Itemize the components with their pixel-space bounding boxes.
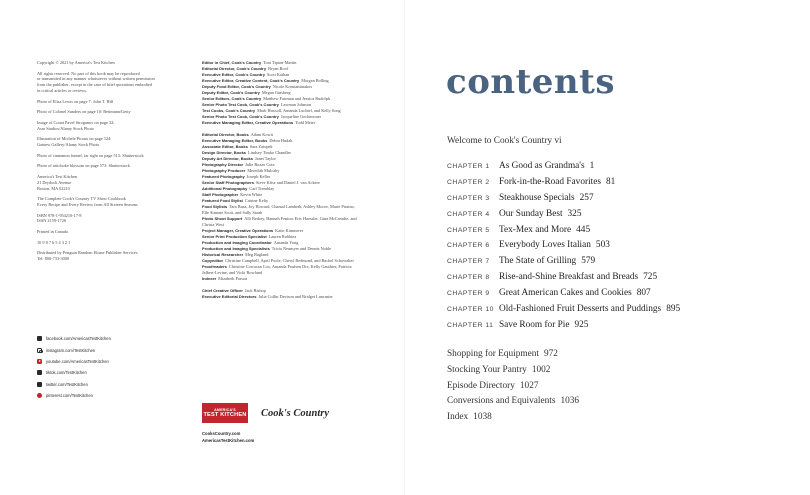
backmatter-title: Episode Directory <box>447 380 515 391</box>
credit-role: Indexer <box>202 276 217 281</box>
chapter-number: CHAPTER 8 <box>447 274 490 282</box>
credit-role: Senior Photo Test Cook, Cook's Country <box>202 114 279 119</box>
credit-names: Janet Taylor <box>254 156 276 161</box>
chapter-page: 445 <box>576 224 591 235</box>
tiktok-icon <box>37 370 42 375</box>
chapter-entry[interactable] <box>447 225 777 241</box>
backmatter-title: Index <box>447 412 469 423</box>
credit-names: Debra Hudak <box>269 138 293 143</box>
backmatter-entry[interactable] <box>447 396 747 412</box>
credit-role: Deputy Editor, Cook's Country <box>202 90 260 95</box>
chapter-number: CHAPTER 10 <box>447 306 494 314</box>
backmatter-page: 1002 <box>531 364 551 375</box>
url-link[interactable]: AmericasTestKitchen.com <box>202 437 255 443</box>
credit-names: Mark Huxsoll, Amanda Luchtel, and Kelly Song <box>257 108 341 113</box>
atk-logo-line2: TEST KITCHEN <box>203 412 247 418</box>
chapter-page: 925 <box>574 319 589 330</box>
credit-names: Katie Kimmerer <box>275 228 304 233</box>
twitter-icon <box>37 382 42 387</box>
credit-names: Steve Klise and Daniel J. van Ackere <box>256 180 320 185</box>
chapter-title: The State of Grilling <box>499 256 577 267</box>
credit-role: Copyeditor <box>202 258 224 263</box>
credit-role: Staff Photographer <box>202 192 239 197</box>
distributor: Distributed by Penguin Random House Publisher Services Tel: 800-733-3000 <box>37 250 138 262</box>
social-link-text: twitter.com/TestKitchen <box>46 381 88 387</box>
chapter-list <box>447 161 777 336</box>
backmatter-title: Shopping for Equipment <box>447 349 539 359</box>
credit-role: Executive Editorial Directors <box>202 294 257 299</box>
backmatter-page: 1027 <box>519 380 539 391</box>
chapter-number: CHAPTER 11 <box>447 321 494 329</box>
credit-role: Chief Creative Officer <box>202 288 243 293</box>
credit-role: Deputy Art Director, Books <box>202 156 253 161</box>
credit-names: Sara Zatopek <box>249 144 273 149</box>
contents-heading: contents <box>446 62 616 102</box>
cooks-country-logo: Cook's Country <box>261 407 329 419</box>
backmatter-entry[interactable] <box>447 381 747 397</box>
social-link-text: pinterest.com/TestKitchen <box>46 393 93 399</box>
chapter-number: CHAPTER 1 <box>447 163 490 170</box>
credit-role: Test Cooks, Cook's Country <box>202 108 256 113</box>
credit-names: Meredith Mulcahy <box>247 168 280 173</box>
credit-role: Photo Shoot Support <box>202 216 243 221</box>
credit-names: Lindsey Timko Chandler <box>248 150 291 155</box>
credit-line <box>202 216 360 228</box>
social-link-youtube[interactable] <box>37 356 187 367</box>
credit-names: Scott Kathan <box>266 72 290 77</box>
copyright-block <box>37 60 187 267</box>
credit-line <box>202 120 360 126</box>
chapter-entry[interactable] <box>447 193 777 209</box>
credit-role: Senior Staff Photographers <box>202 180 255 185</box>
rights-reserved: All rights reserved. No part of this book may be reproduced or transmitted in any manner whatsoever without written permission from the publisher, except in the case of brief quotations embodied in critical articles or reviews. <box>37 70 155 93</box>
website-urls <box>202 431 254 444</box>
chapter-entry[interactable] <box>447 272 777 288</box>
photo-credit: Photo of Colonel Sanders on page 10: Bettmann/Getty <box>37 109 131 115</box>
chapter-number: CHAPTER 5 <box>447 226 490 234</box>
welcome-entry[interactable]: Welcome to Cook's Country vi <box>447 136 562 146</box>
credit-role: Featured Photography <box>202 174 245 179</box>
chapter-title: Everybody Loves Italian <box>499 240 591 251</box>
social-link-instagram[interactable] <box>37 344 187 355</box>
credit-role: Photography Director <box>202 162 244 167</box>
credit-names: Meg Ragland <box>245 252 269 257</box>
backmatter-title: Stocking Your Pantry <box>447 364 527 375</box>
credit-names: Carl Tremblay <box>249 186 275 191</box>
chapter-page: 807 <box>636 288 651 299</box>
chapter-entry[interactable] <box>447 177 777 193</box>
americas-test-kitchen-logo <box>202 403 248 423</box>
chapter-page: 579 <box>581 256 596 267</box>
credit-names: Megan Ginsberg <box>261 90 291 95</box>
credit-names: Tricia Neumyer and Dennis Noble <box>271 246 332 251</box>
credit-role: Editorial Director, Books <box>202 132 249 137</box>
credit-role: Design Director, Books <box>202 150 247 155</box>
credit-names: Nicole Konstantinakos <box>272 84 312 89</box>
credit-names: Bryan Roof <box>268 66 289 71</box>
credit-role: Executive Editor, Creative Content, Cook's Country <box>202 78 300 83</box>
credit-names: Alli Berkey, Hannah Fenton, Eric Haessler, Gina McCreadie, and Christa West <box>202 216 357 227</box>
credit-line <box>202 294 360 300</box>
credit-names: Christine Corcoran Cox, Amanda Poulsen Dix, Kelly Gauthier, Patricia Jalbert-Levine, and Vicki Rowland <box>202 264 352 275</box>
chapter-number: CHAPTER 9 <box>447 290 490 298</box>
credit-role: Senior Print Production Specialist <box>202 234 267 239</box>
credit-names: Toni Tipton-Martin <box>263 60 297 65</box>
social-link-pinterest[interactable] <box>37 390 187 401</box>
chapter-entry[interactable] <box>447 288 777 304</box>
credit-names: Joseph Keller <box>246 174 271 179</box>
copyright-line: Copyright © 2021 by America's Test Kitchen <box>37 60 115 65</box>
chapter-title: Our Sunday Best <box>499 208 563 219</box>
social-link-facebook[interactable] <box>37 333 187 344</box>
chapter-title: As Good as Grandma's <box>499 161 585 171</box>
credit-role: Additional Photography <box>202 186 248 191</box>
chapter-number: CHAPTER 3 <box>447 194 490 202</box>
credit-names: Jacqueline Gochenouer <box>280 114 322 119</box>
credit-role: Executive Managing Editor, Books <box>202 138 268 143</box>
chapter-page: 1 <box>589 161 595 171</box>
social-link-text: tiktok.com/TestKitchen <box>46 370 87 376</box>
backmatter-entry[interactable] <box>447 365 747 381</box>
chapter-number: CHAPTER 4 <box>447 210 490 218</box>
credit-names: Elizabeth Parson <box>218 276 248 281</box>
chapter-page: 257 <box>579 192 594 203</box>
book-title-line: The Complete Cook's Country TV Show Cookbook Every Recipe and Every Review from All Sixteen Seasons <box>37 196 138 207</box>
chapter-entry[interactable] <box>447 240 777 256</box>
credit-line <box>202 276 360 282</box>
printing-line: 10 9 8 7 6 5 4 3 2 1 <box>37 239 71 245</box>
credit-role: Historical Researcher <box>202 252 244 257</box>
photo-credit: Illustration of Michele Piroux on page 124: Gainew Gallery/Alamy Stock Photo <box>37 136 112 148</box>
backmatter-entry[interactable] <box>447 412 747 428</box>
social-link-text: facebook.com/AmericasTestKitchen <box>46 336 111 342</box>
chapter-entry[interactable] <box>447 209 777 225</box>
social-links <box>37 333 187 401</box>
credit-role: Food Stylists <box>202 204 228 209</box>
pinterest-icon <box>37 393 42 398</box>
photo-credit: Photo of cinnamon funnel, far right on page 513: Shutterstock <box>37 152 144 158</box>
credit-role: Editorial Director, Cook's Country <box>202 66 267 71</box>
chapter-page: 895 <box>666 304 681 315</box>
chapter-title: Old-Fashioned Fruit Desserts and Puddings <box>499 304 662 315</box>
credit-names: Lawman Johnson <box>280 102 312 107</box>
chapter-number: CHAPTER 6 <box>447 242 490 250</box>
social-link-tiktok[interactable] <box>37 367 187 378</box>
printed-in: Printed in Canada <box>37 229 68 235</box>
chapter-entry[interactable] <box>447 304 777 320</box>
backmatter-page: 1036 <box>560 396 580 407</box>
chapter-page: 503 <box>595 240 610 251</box>
credit-role: Executive Managing Editor, Creative Operations <box>202 120 294 125</box>
credit-names: Tara Busa, Joy Howard, Chantal Lambeth, Ashley Moore, Marie Piraino, Elle Simone Scott, and Sally Staub <box>202 204 355 215</box>
credit-role: Associate Editor, Books <box>202 144 248 149</box>
backmatter-list <box>447 349 747 428</box>
credit-role: Senior Photo Test Cook, Cook's Country <box>202 102 279 107</box>
chapter-title: Fork-in-the-Road Favorites <box>499 176 601 187</box>
photo-credit: Photo of Elisa Lewis on page 7: John T. Hill <box>37 98 114 104</box>
credit-names: Julia Collin Davison and Bridget Lancaster <box>258 294 333 299</box>
book-spine <box>404 0 405 495</box>
credit-names: Julie Bozzo Cote <box>245 162 275 167</box>
credit-role: Senior Editors, Cook's Country <box>202 96 262 101</box>
social-link-twitter[interactable] <box>37 379 187 390</box>
credit-role: Deputy Food Editor, Cook's Country <box>202 84 271 89</box>
staff-group <box>202 132 360 282</box>
staff-credits <box>202 60 360 306</box>
credit-role: Production and Imaging Specialists <box>202 246 270 251</box>
credit-role: Project Manager, Creative Operations <box>202 228 274 233</box>
photo-credit: Image of Count Pavel Stroganov on page 32: Asar Studios/Alamy Stock Photo <box>37 119 115 131</box>
social-link-text: youtube.com/AmericasTestKitchen <box>46 358 109 364</box>
credit-names: Christine Campbell, April Poole, Cheryl Redmond, and Rachel Schowalter <box>225 258 354 263</box>
facebook-icon <box>37 336 42 341</box>
instagram-icon <box>37 348 42 353</box>
credit-role: Featured Food Stylist <box>202 198 243 203</box>
chapter-title: Steakhouse Specials <box>499 192 575 203</box>
chapter-number: CHAPTER 2 <box>447 178 490 186</box>
chapter-title: Rise-and-Shine Breakfast and Breads <box>499 272 639 283</box>
credit-names: Matthew Fairman and Jessica Rudolph <box>263 96 331 101</box>
backmatter-entry[interactable] <box>447 349 747 365</box>
credit-names: Catrine Kelty <box>244 198 269 203</box>
chapter-title: Great American Cakes and Cookies <box>499 288 632 299</box>
credit-line <box>202 204 360 216</box>
chapter-page: 81 <box>606 176 616 187</box>
isbn-issn: ISBN 978-1-954210-17-8 ISSN 2159-1726 <box>37 212 82 224</box>
credit-role: Editor in Chief, Cook's Country <box>202 60 262 65</box>
credit-line <box>202 264 360 276</box>
chapter-entry[interactable] <box>447 320 777 336</box>
url-link[interactable]: CooksCountry.com <box>202 431 241 436</box>
photo-credit: Photo of artichoke blossom on page 573: Shutterstock <box>37 163 130 169</box>
credit-role: Production and Imaging Coordinator <box>202 240 272 245</box>
credit-names: Jack Bishop <box>244 288 266 293</box>
credit-names: Amanda Yong <box>273 240 299 245</box>
credit-names: Adam Kowit <box>250 132 274 137</box>
chapter-page: 325 <box>567 208 582 219</box>
staff-group <box>202 60 360 126</box>
backmatter-title: Conversions and Equivalents <box>447 396 556 407</box>
credit-role: Photography Producer <box>202 168 246 173</box>
chapter-entry[interactable] <box>447 161 777 177</box>
credit-names: Todd Meier <box>295 120 316 125</box>
credit-names: Kevin White <box>240 192 263 197</box>
chapter-entry[interactable] <box>447 256 777 272</box>
chapter-page: 725 <box>643 272 658 283</box>
credit-names: Lauren Robbins <box>268 234 297 239</box>
youtube-icon <box>37 359 42 364</box>
backmatter-page: 1038 <box>473 412 492 423</box>
credit-role: Executive Editor, Cook's Country <box>202 72 265 77</box>
staff-group <box>202 288 360 300</box>
publisher-logos <box>202 403 329 423</box>
social-link-text: instagram.com/TestKitchen <box>46 347 96 353</box>
atk-logo-line1: AMERICA'S <box>214 408 236 412</box>
chapter-title: Save Room for Pie <box>499 319 570 330</box>
backmatter-page: 972 <box>543 349 558 359</box>
chapter-number: CHAPTER 7 <box>447 258 490 266</box>
credit-role: Proofreaders <box>202 264 227 269</box>
credit-names: Morgan Bolling <box>301 78 329 83</box>
chapter-title: Tex-Mex and More <box>499 224 572 235</box>
publisher-address: America's Test Kitchen 21 Drydock Avenue Boston, MA 02210 <box>37 174 78 191</box>
